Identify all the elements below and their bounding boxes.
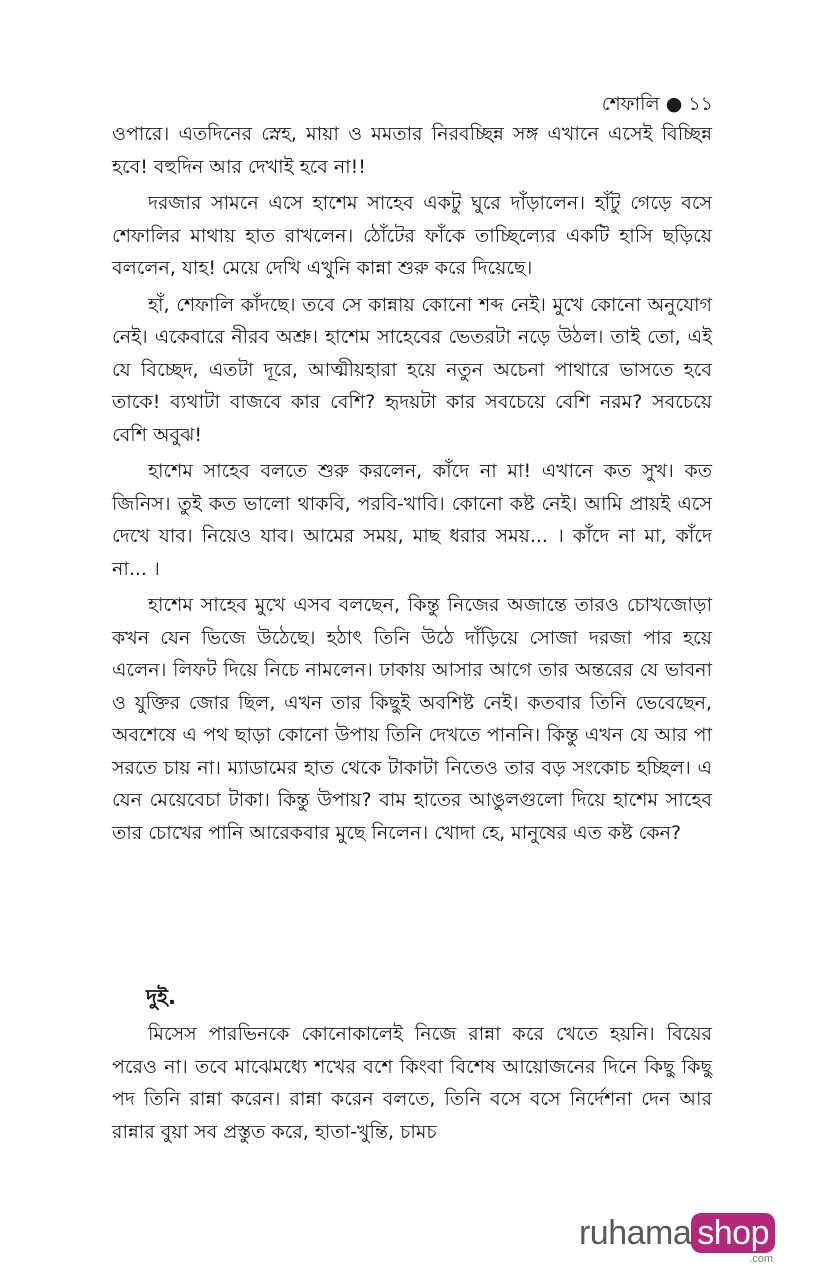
section-body bbox=[112, 1018, 712, 1148]
paragraph: ওপারে। এতদিনের স্নেহ, মায়া ও মমতার নিরবচ্ছিন্ন সঙ্গ এখানে এসেই বিচ্ছিন্ন হবে! বহুদিন আর দেখাই হবে না!! bbox=[112, 123, 712, 178]
section-heading: দুই. bbox=[146, 985, 176, 1009]
publisher-watermark-logo bbox=[578, 1213, 775, 1265]
watermark-brand-left: ruhama bbox=[578, 1214, 692, 1252]
paragraph: দরজার সামনে এসে হাশেম সাহেব একটু ঘুরে দাঁড়ালেন। হাঁটু গেড়ে বসে শেফালির মাথায় হাত রাখলেন। ঠোঁটের ফাঁকে তাচ্ছিল্যের একটি হাসি ছড়িয়ে বললেন, যাহ! মেয়ে দেখি এখুনি কান্না শুরু করে দিয়েছে। bbox=[112, 192, 712, 279]
paragraph: মিসেস পারভিনকে কোনোকালেই নিজে রান্না করে খেতে হয়নি। বিয়ের পরেও না। তবে মাঝেমধ্যে শখের বশে কিংবা বিশেষ আয়োজনের দিনে কিছু কিছু পদ তিনি রান্না করেন। রান্না করেন বলতে, তিনি বসে বসে নির্দেশনা দেন আর রান্নার বুয়া সব প্রস্তুত করে, হাতা-খুন্তি, চামচ bbox=[112, 1023, 712, 1143]
watermark-badge bbox=[691, 1213, 775, 1265]
paragraph: হাশেম সাহেব বলতে শুরু করলেন, কাঁদে না মা! এখানে কত সুখ। কত জিনিস। তুই কত ভালো থাকবি, পরবি-খাবি। কোনো কষ্ট নেই। আমি প্রায়ই এসে দেখে যাব। নিয়েও যাব। আমের সময়, মাছ ধরার সময়... । কাঁদে না মা, কাঁদে না... । bbox=[112, 460, 712, 580]
chapter-body bbox=[112, 118, 712, 853]
paragraph: হাঁ, শেফালি কাঁদছে। তবে সে কান্নায় কোনো শব্দ নেই। মুখে কোনো অনুযোগ নেই। একেবারে নীরব অশ্রু। হাশেম সাহেবের ভেতরটা নড়ে উঠল। তাই তো, এই যে বিচ্ছেদ, এতটা দূরে, আত্মীয়হারা হয়ে নতুন অচেনা পাথারে ভাসতে হবে তাকে! ব্যথাটা বাজবে কার বেশি? হৃদয়টা কার সবচেয়ে বেশি নরম? সবচেয়ে বেশি অবুঝ! bbox=[112, 293, 712, 446]
watermark-brand-right: shop bbox=[691, 1213, 775, 1253]
watermark-suffix: .com bbox=[749, 1253, 773, 1265]
running-header: শেফালি ● ১১ bbox=[601, 93, 713, 115]
paragraph: হাশেম সাহেব মুখে এসব বলছেন, কিন্তু নিজের অজান্তে তারও চোখজোড়া কখন যেন ভিজে উঠেছে। হঠাৎ তিনি উঠে দাঁড়িয়ে সোজা দরজা পার হয়ে এলেন। লিফট দিয়ে নিচে নামলেন। ঢাকায় আসার আগে তার অন্তরের যে ভাবনা ও যুক্তির জোর ছিল, এখন তার কিছুই অবশিষ্ট নেই। কতবার তিনি ভেবেছেন, অবশেষে এ পথ ছাড়া কোনো উপায় তিনি দেখতে পাননি। কিন্তু এখন যে আর পা সরতে চায় না। ম্যাডামের হাত থেকে টাকাটা নিতেও তার বড় সংকোচ হচ্ছিল। এ যেন মেয়েবেচা টাকা। কিন্তু উপায়? বাম হাতের আঙুলগুলো দিয়ে হাশেম সাহেব তার চোখের পানি আরেকবার মুছে নিলেন। খোদা হে, মানুষের এত কষ্ট কেন? bbox=[112, 594, 712, 844]
